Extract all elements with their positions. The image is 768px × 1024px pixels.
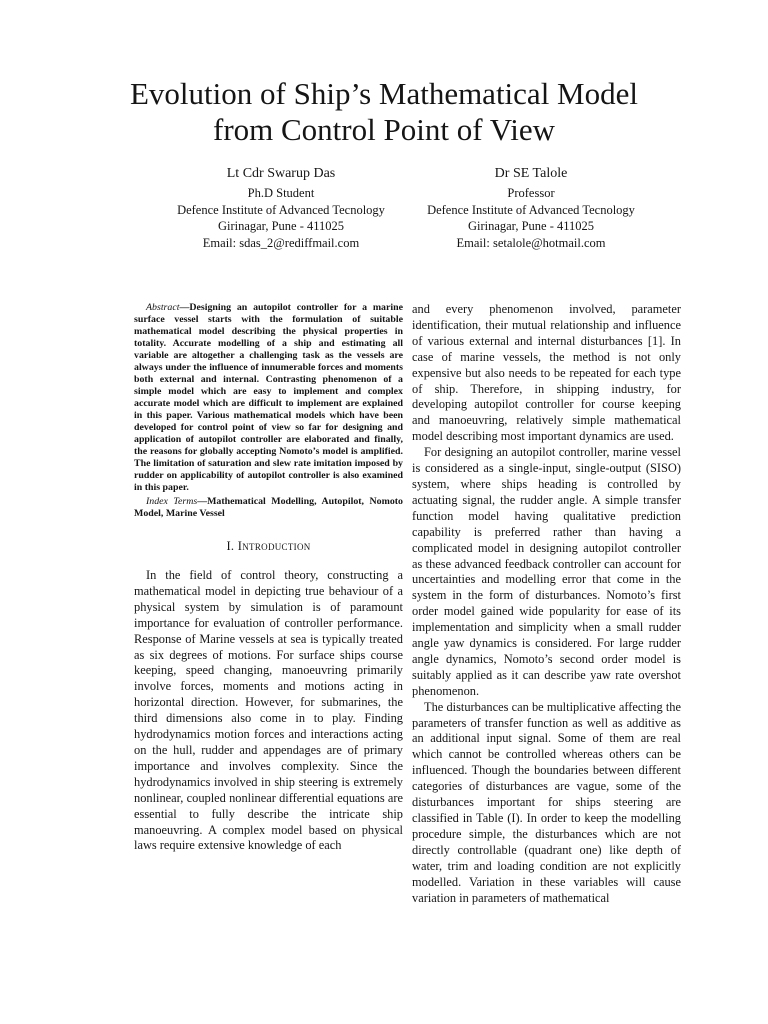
- author-email: Email: sdas_2@rediffmail.com: [202, 235, 360, 250]
- abstract: [134, 302, 403, 494]
- index-terms-lead: Index Terms: [146, 496, 198, 507]
- author-email: Email: setalole@hotmail.com: [456, 235, 606, 250]
- abstract-text: —Designing an autopilot controller for a marine surface vessel starts with the formulation of suitable mathematical model describing the physical properties in totality. Accurate modelling of a ship and estimating all variable are altogether a challenging task as the vessels are always under the influence of innumerable forces and moments both external and internal. Contrasting phenomenon of a simple model which are easy to implement and complex accurate model which are difficult to implement are explained in this paper. Various mathematical models which have been developed for control point of view so far for designing and application of autopilot controller are elaborated and finally, the reasons for globally accepting Nomoto’s model is amplified. The limitation of saturation and slew rate imitation imposed by rudder on applicability of autopilot controller is also examined in this paper.: [134, 302, 403, 493]
- author-address: Girinagar, Pune - 411025: [217, 219, 345, 233]
- author-role: Ph.D Student: [247, 186, 315, 200]
- body-paragraph: The disturbances can be multiplicative affecting the parameters of transfer function as well as additive as an additional input signal. Some of them are real which cannot be controlled whereas others can be influenced. Though the boundaries between different categories of disturbances are vague, some of the disturbances important for ships steering are classified in Table (I). In order to keep the modelling procedure simple, the disturbances which are not directly controllable (quadrant one) like depth of water, trim and loading condition are not explicitly modelled. Variation in these variables will cause variation in parameters of mathematical: [412, 699, 681, 905]
- author-name: Lt Cdr Swarup Das: [226, 166, 336, 181]
- section-title: Introduction: [237, 539, 311, 553]
- body-paragraph: In the field of control theory, constructing a mathematical model in depicting true behaviour of a physical system by simulation is of paramount importance for evaluation of controller performance. Response of Marine vessels at sea is typically treated as six degrees of motions. For surface ships course keeping, speed changing, manoeuvring primarily involve forces, moments and motions acting in horizontal direction. However, for submarines, the third dimensions also come in to play. Finding hydrodynamics motion forces and interactions acting on the hull, rudder and appendages are of primary importance and involves complexity. Since the hydrodynamics involved in ship steering is extremely nonlinear, coupled nonlinear differential equations are essential to fully describe the intricate ship manoeuvring. A complex model based on physical laws require extensive knowledge of each: [134, 568, 403, 853]
- index-terms-text: —Mathematical Modelling, Autopilot, Nomoto Model, Marine Vessel: [134, 496, 403, 519]
- paper-title: Evolution of Ship’s Mathematical Model from Control Point of View: [130, 76, 638, 147]
- body-paragraph: For designing an autopilot controller, marine vessel is considered as a single-input, single-output (SISO) system, where ships heading is controlled by actuating signal, the rudder angle. A simple transfer function model having qualitative prediction capability is preferred rather than having a complicated model in designing autopilot controller as these advanced feedback controller can account for uncertainties and modelling error that come in the system in the form of disturbances. Nomoto’s first order model gained wide popularity for ease of its implementation and simplicity when a small rudder angle yaw dynamics is considered. For large rudder angle dynamics, Nomoto’s second order model is suitably applied as it can describe yaw rate overshot phenomenon.: [412, 445, 681, 698]
- body-paragraph: and every phenomenon involved, parameter identification, their mutual relationship and influence of various external and internal disturbances [1]. In case of marine vessels, the method is not only expensive but also needs to be repeated for each type of ship. Therefore, in shipping industry, for developing autopilot controller for course keeping and manoeuvring, relatively simple mathematical model describing most important dynamics are used.: [412, 302, 681, 444]
- section-number: I.: [226, 539, 238, 553]
- author-name: Dr SE Talole: [494, 166, 568, 181]
- abstract-lead: Abstract: [146, 302, 180, 313]
- author-block-2: [401, 165, 661, 251]
- author-address: Girinagar, Pune - 411025: [467, 219, 595, 233]
- author-role: Professor: [507, 186, 555, 200]
- section-heading: [134, 539, 403, 554]
- index-terms: [134, 496, 403, 520]
- author-affiliation: Defence Institute of Advanced Tecnology: [427, 202, 635, 217]
- left-column: [134, 302, 403, 854]
- right-column: [412, 302, 681, 906]
- author-affiliation: Defence Institute of Advanced Tecnology: [177, 202, 385, 217]
- author-block-1: [151, 165, 411, 251]
